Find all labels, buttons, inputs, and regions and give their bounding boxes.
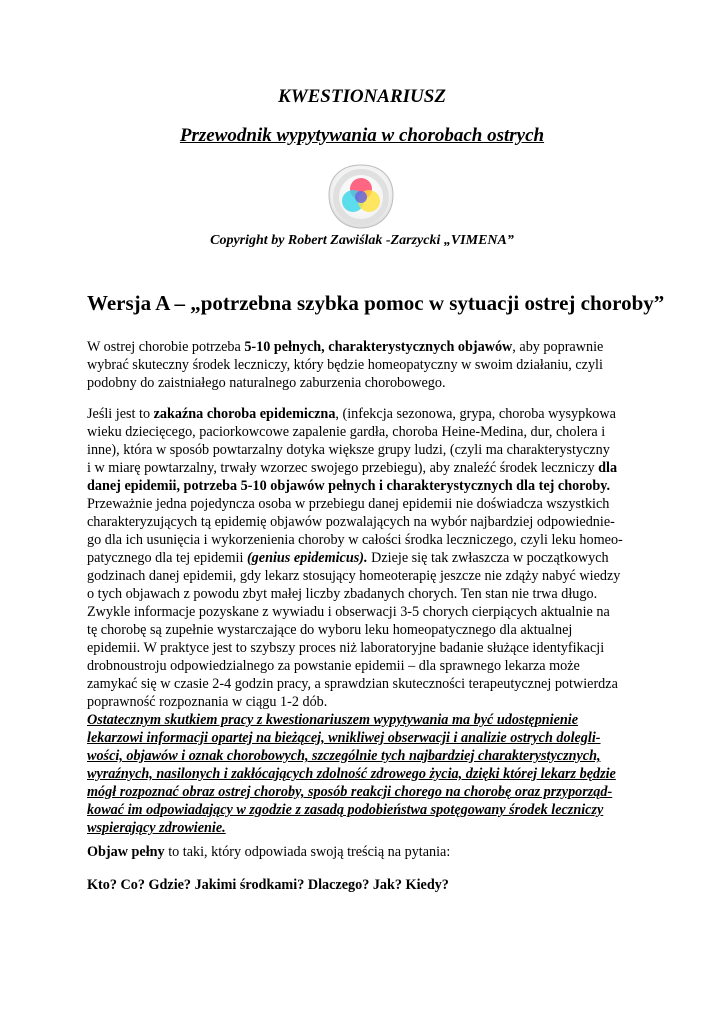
text-run: Jeśli jest to bbox=[87, 406, 154, 422]
text-run: i w miarę powtarzalny, trwały wzorzec swojego przebiegu), aby znaleźć środek leczniczy bbox=[87, 460, 599, 476]
paragraph-line: drobnoustroju odpowiedzialnego za powstanie epidemii – dla sprawnego lekarza może bbox=[87, 658, 580, 674]
paragraph-line: kować im odpowiadający w zgodzie z zasadą podobieństwa spotęgowany środek leczniczy bbox=[87, 802, 604, 818]
italic-text-run: (genius epidemicus). bbox=[246, 550, 368, 566]
document-title: KWESTIONARIUSZ bbox=[278, 86, 446, 107]
vimena-logo-icon bbox=[326, 162, 396, 232]
paragraph-line: mógł rozpoznać obraz ostrej choroby, sposób reakcji chorego na chorobę oraz przyporząd- bbox=[87, 784, 613, 800]
paragraph-conclusion bbox=[87, 711, 647, 837]
bold-text-run: dla bbox=[598, 460, 618, 476]
paragraph-line: wspierający zdrowienie. bbox=[87, 820, 226, 836]
bold-text-run: Objaw pełny bbox=[87, 844, 165, 860]
paragraph-line: o tych objawach z powodu zbyt małej liczby zbadanych chorych. Ten stan nie trwa długo. bbox=[87, 586, 598, 602]
paragraph-line bbox=[87, 843, 647, 861]
paragraph-line-bold bbox=[87, 477, 647, 495]
text-run: to taki, który odpowiada swoją treścią na pytania: bbox=[164, 844, 451, 860]
text-run: , aby poprawnie bbox=[512, 339, 604, 355]
paragraph-line: Przeważnie jedna pojedyncza osoba w przebiegu danej epidemii nie doświadcza wszystkich bbox=[87, 496, 610, 512]
paragraph-intro bbox=[87, 338, 647, 392]
bold-italic-text-run bbox=[247, 550, 368, 566]
paragraph-line: podobny do zaistniałego naturalnego zaburzenia chorobowego. bbox=[87, 375, 446, 391]
text-run: W ostrej chorobie potrzeba bbox=[87, 339, 245, 355]
paragraph-line: wyraźnych, nasilonych i zakłócających zdolność zdrowego życia, dzięki której lekarz będzie bbox=[87, 766, 616, 782]
paragraph-line: Kto? Co? Gdzie? Jakimi środkami? Dlaczego? Jak? Kiedy? bbox=[87, 877, 449, 893]
paragraph-line: inne), która w sposób powtarzalny dotyka większe grupy ludzi, (czyli ma charakterystyczny bbox=[87, 442, 610, 458]
paragraph-line bbox=[87, 338, 647, 356]
paragraph-definition bbox=[87, 843, 647, 861]
bold-text-run: zakaźna choroba epidemiczna bbox=[153, 406, 336, 422]
paragraph-line: wybrać skuteczny środek leczniczy, który będzie homeopatyczny w swoim działaniu, czyli bbox=[87, 357, 603, 373]
paragraph-line: tę chorobę są zupełnie wystarczające do wyboru leku homeopatycznego dla aktualnej bbox=[87, 622, 573, 638]
paragraph-line: zamykać się w czasie 2-4 godzin pracy, a sprawdzian skuteczności terapeutycznej potwierdza bbox=[87, 676, 618, 692]
paragraph-line bbox=[87, 549, 647, 567]
section-heading: Wersja A – „potrzebna szybka pomoc w sytuacji ostrej choroby” bbox=[87, 291, 665, 315]
paragraph-line: charakteryzujących tą epidemię objawów pozwalających na wybór najbardziej odpowiednie- bbox=[87, 514, 615, 530]
paragraph-line bbox=[87, 459, 647, 477]
paragraph-questions bbox=[87, 876, 647, 894]
paragraph-line: wości, objawów i oznak chorobowych, szczególnie tych najbardziej charakterystycznych, bbox=[87, 748, 601, 764]
paragraph-line: poprawność rozpoznania w ciągu 1-2 dób. bbox=[87, 694, 328, 710]
text-run: patycznego dla tej epidemii bbox=[87, 550, 247, 566]
paragraph-line: godzinach danej epidemii, gdy lekarz stosujący homeoterapię jeszcze nie zdąży nabyć wiedzy bbox=[87, 568, 621, 584]
paragraph-line: Zwykle informacje pozyskane z wywiadu i obserwacji 3-5 chorych cierpiących aktualnie na bbox=[87, 604, 610, 620]
document-subtitle: Przewodnik wypytywania w chorobach ostrych bbox=[179, 125, 545, 146]
text-run: , (infekcja sezonowa, grypa, choroba wysypkowa bbox=[335, 406, 616, 422]
paragraph-line: go dla ich usunięcia i wykorzenienia choroby w całości środka leczniczego, czyli leku homeo- bbox=[87, 532, 623, 548]
text-run: Dzieje się tak zwłaszcza w początkowych bbox=[367, 550, 609, 566]
paragraph-line: Ostatecznym skutkiem pracy z kwestionariuszem wypytywania ma być udostępnienie bbox=[87, 712, 579, 728]
paragraph-line: wieku dziecięcego, paciorkowcowe zapalenie gardła, choroba Heine-Medina, dur, cholera i bbox=[87, 424, 606, 440]
bold-text-run: 5-10 pełnych, charakterystycznych objawów bbox=[244, 339, 513, 355]
paragraph-line: epidemii. W praktyce jest to szybszy proces niż laboratoryjne badanie służące identyfikacji bbox=[87, 640, 605, 656]
paragraph-epidemic bbox=[87, 405, 647, 711]
copyright-line: Copyright by Robert Zawiślak -Zarzycki „VIMENA” bbox=[210, 233, 514, 248]
paragraph-line: lekarzowi informacji opartej na bieżącej, wnikliwej obserwacji i analizie ostrych dolegli- bbox=[87, 730, 601, 746]
paragraph-line bbox=[87, 405, 647, 423]
bold-text-run: danej epidemii, potrzeba 5-10 objawów pełnych i charakterystycznych dla tej choroby. bbox=[87, 478, 611, 494]
